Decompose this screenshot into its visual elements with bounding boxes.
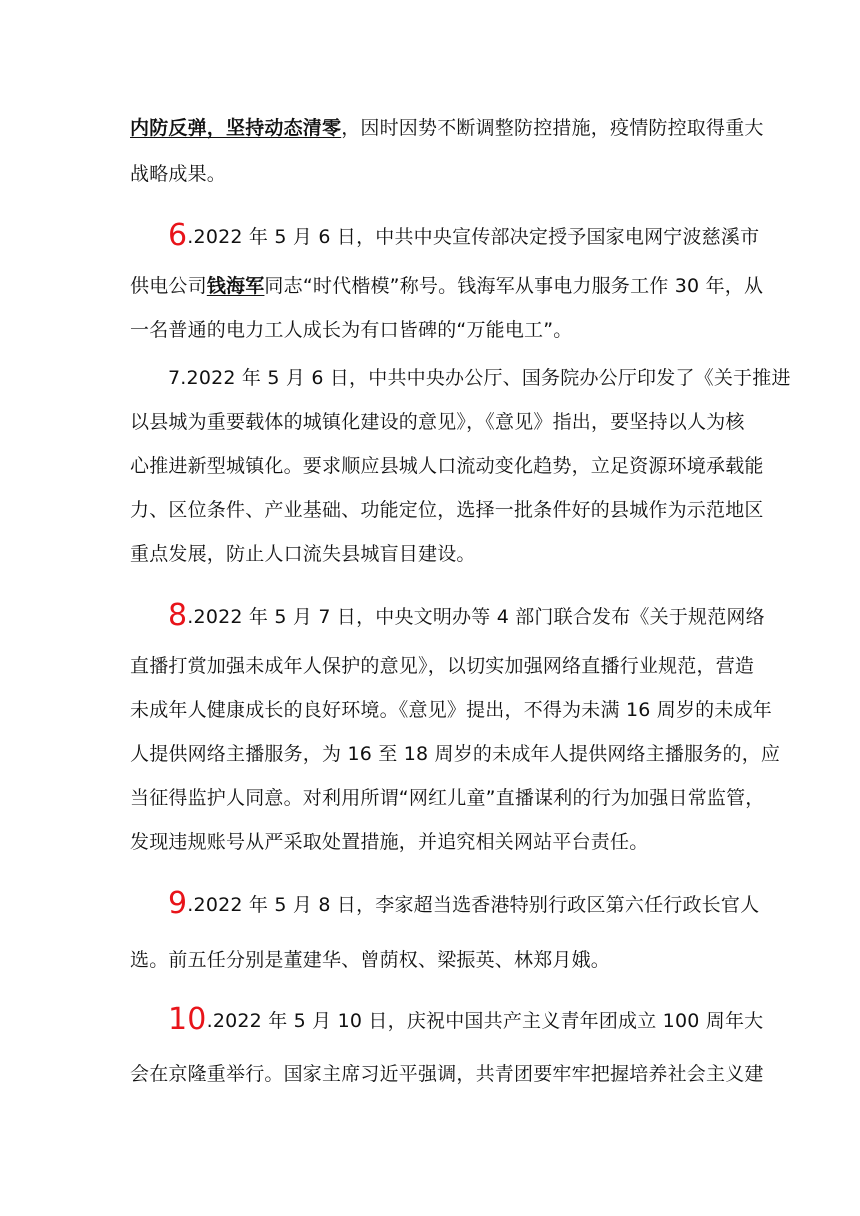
item-number: 10 xyxy=(168,1002,207,1037)
item-8-line-4: 人提供网络主播服务，为 16 至 18 周岁的未成年人提供网络主播服务的，应 xyxy=(130,743,781,765)
item-7-line-3: 心推进新型城镇化。要求顺应县城人口流动变化趋势，立足资源环境承载能 xyxy=(130,455,764,477)
item-7-line-5: 重点发展，防止人口流失县城盲目建设。 xyxy=(130,543,476,565)
text-run: .2022 年 5 月 10 日，庆祝中国共产主义青年团成立 100 周年大 xyxy=(206,1010,764,1032)
text-run: .2022 年 5 月 6 日，中共中央宣传部决定授予国家电网宁波慈溪市 xyxy=(187,226,760,248)
item-number: 6 xyxy=(168,218,188,253)
item-10-line-1 xyxy=(168,1002,768,1037)
text-run: .2022 年 5 月 8 日，李家超当选香港特别行政区第六任行政长官人 xyxy=(187,894,760,916)
item-9-line-1 xyxy=(168,886,768,921)
text-run: ，因时因势不断调整防控措施，疫情防控取得重大 xyxy=(341,117,764,139)
text-run: 同志“时代楷模”称号。钱海军从事电力服务工作 30 年，从 xyxy=(264,275,764,297)
item-7-line-1: 7.2022 年 5 月 6 日，中共中央办公厅、国务院办公厅印发了《关于推进 xyxy=(168,367,791,389)
item-number: 8 xyxy=(168,598,188,633)
item-7-line-2: 以县城为重要载体的城镇化建设的意见》，《意见》指出，要坚持以人为核 xyxy=(130,411,745,433)
bold-underlined-phrase: 内防反弹，坚持动态清零 xyxy=(130,117,342,139)
paragraph-5-line-1 xyxy=(130,114,764,142)
item-8-line-3: 未成年人健康成长的良好环境。《意见》提出，不得为未满 16 周岁的未成年 xyxy=(130,699,772,721)
paragraph-5-line-2: 战略成果。 xyxy=(130,163,227,185)
item-6-line-3: 一名普通的电力工人成长为有口皆碑的“万能电工”。 xyxy=(130,319,573,341)
item-9-line-2: 选。前五任分别是董建华、曾荫权、梁振英、林郑月娥。 xyxy=(130,949,611,971)
item-6-line-1 xyxy=(168,218,768,253)
text-run: .2022 年 5 月 7 日，中央文明办等 4 部门联合发布《关于规范网络 xyxy=(187,606,765,628)
item-8-line-2: 直播打赏加强未成年人保护的意见》，以切实加强网络直播行业规范，营造 xyxy=(130,655,755,677)
bold-underlined-name: 钱海军 xyxy=(206,275,265,297)
text-run: 供电公司 xyxy=(130,275,207,297)
item-7-line-4: 力、区位条件、产业基础、功能定位，选择一批条件好的县城作为示范地区 xyxy=(130,499,764,521)
item-6-line-2 xyxy=(130,272,764,300)
item-number: 9 xyxy=(168,886,188,921)
item-8-line-5: 当征得监护人同意。对利用所谓“网红儿童”直播谋利的行为加强日常监管， xyxy=(130,787,765,809)
item-10-line-2: 会在京隆重举行。国家主席习近平强调，共青团要牢牢把握培养社会主义建 xyxy=(130,1063,764,1085)
item-8-line-6: 发现违规账号从严采取处置措施，并追究相关网站平台责任。 xyxy=(130,831,649,853)
item-8-line-1 xyxy=(168,598,768,633)
